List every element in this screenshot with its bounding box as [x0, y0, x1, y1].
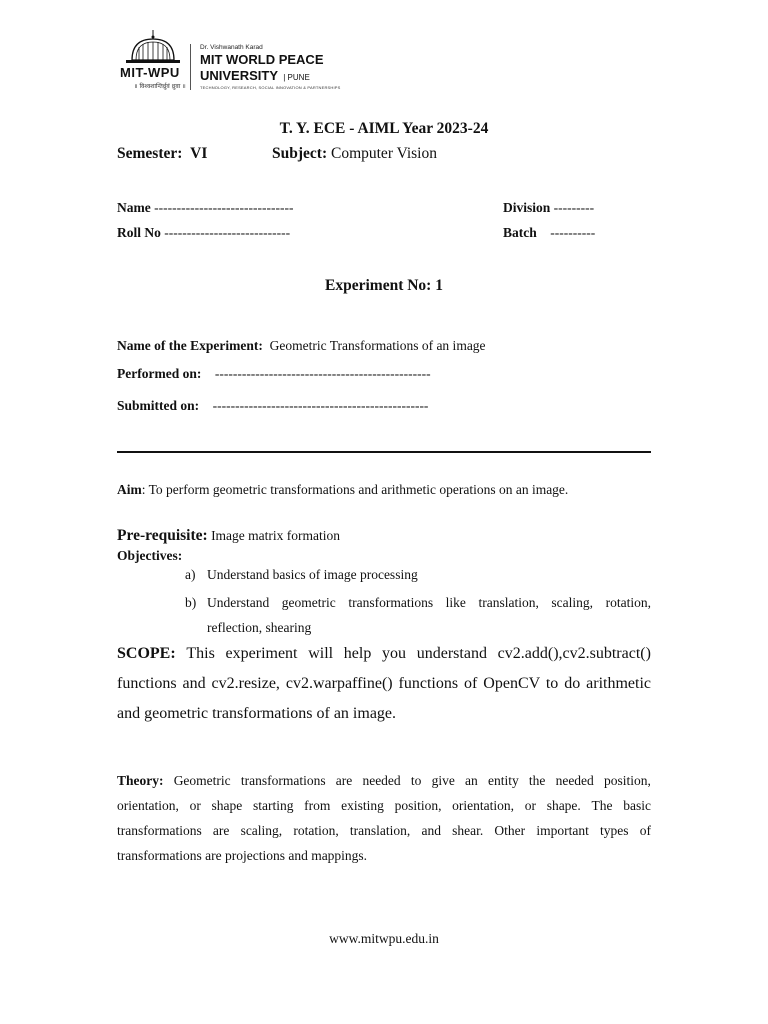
word: rotation, — [605, 595, 651, 610]
word: scaling, — [551, 595, 594, 610]
word: existing — [341, 798, 384, 813]
word: starting — [252, 798, 294, 813]
objectives-heading: Objectives: — [117, 548, 183, 563]
word: orientation, — [117, 798, 179, 813]
logo-tagline: TECHNOLOGY, RESEARCH, SOCIAL INNOVATION & PARTNERSHIPS — [200, 85, 341, 90]
word: transformations — [348, 595, 434, 610]
objective-item: a) Understand basics of image processing — [185, 567, 418, 582]
word: the — [528, 773, 546, 788]
word: shear. — [452, 823, 484, 838]
word: position, — [394, 798, 442, 813]
word: Theory: — [117, 773, 164, 788]
logo-short-name: MIT-WPU — [120, 65, 180, 80]
university-logo — [120, 30, 341, 92]
word: from — [304, 798, 331, 813]
word: understand — [416, 645, 487, 662]
word: geometric — [281, 595, 336, 610]
footer-website: www.mitwpu.edu.in — [329, 931, 439, 946]
word: translation, — [478, 595, 539, 610]
word: are — [212, 823, 230, 838]
word: give — [431, 773, 455, 788]
logo-hindi-tagline: ॥ विश्वशान्तिर्ध्रुवं ध्रुवा ॥ — [134, 83, 186, 90]
word: needed — [555, 773, 594, 788]
word: Understand — [207, 595, 270, 610]
horizontal-rule — [117, 451, 651, 453]
word: scaling, — [240, 823, 283, 838]
objective-item: b) Understand geometric transformations like translation, scaling, rotation, reflection, shearing — [185, 590, 651, 640]
logo-divider — [190, 44, 191, 90]
semester-line: Semester: VI — [117, 145, 208, 162]
rollno-field: Roll No ---------------------------- — [117, 225, 291, 240]
word: rotation, — [293, 823, 339, 838]
word: The — [591, 798, 613, 813]
course-title: T. Y. ECE - AIML Year 2023-24 — [279, 120, 489, 137]
word: help — [343, 645, 372, 662]
word: an — [465, 773, 478, 788]
objective-b-line2: reflection, shearing — [207, 620, 312, 635]
experiment-name: Name of the Experiment: Geometric Transformations of an image — [117, 338, 486, 353]
scope-paragraph — [117, 639, 651, 729]
experiment-number: Experiment No: 1 — [325, 277, 443, 294]
word: shape. — [546, 798, 581, 813]
word: translation, — [349, 823, 411, 838]
word: experiment — [225, 645, 298, 662]
theory-line1 — [117, 768, 651, 793]
word: orientation, — [452, 798, 515, 813]
division-field: Division --------- — [503, 200, 595, 215]
prerequisite-line: Pre-requisite: Image matrix formation — [117, 527, 341, 544]
theory-paragraph — [117, 768, 651, 868]
subject-line: Subject: Computer Vision — [272, 145, 437, 162]
word: and — [421, 823, 441, 838]
batch-field: Batch ---------- — [503, 225, 596, 240]
word: SCOPE: — [117, 645, 176, 662]
word: entity — [487, 773, 519, 788]
dome-icon — [122, 30, 184, 66]
performed-on-field: Performed on: ------------------------------------------------ — [117, 366, 431, 381]
scope-line1 — [117, 639, 651, 669]
word: transformations — [240, 773, 326, 788]
word: This — [186, 645, 215, 662]
scope-line2: functions and cv2.resize, cv2.warpaffine() functions of OpenCV to do arithmetic — [117, 675, 651, 692]
word: basic — [623, 798, 651, 813]
logo-founder: Dr. Vishwanath Karad — [200, 44, 263, 51]
word: shape — [211, 798, 243, 813]
word: of — [639, 823, 651, 838]
scope-line3: and geometric transformations of an image. — [117, 705, 397, 722]
objective-b-line1 — [207, 590, 651, 615]
word: cv2.add(),cv2.subtract() — [497, 645, 651, 662]
word: Other — [494, 823, 526, 838]
word: are — [335, 773, 353, 788]
word: to — [410, 773, 422, 788]
word: position, — [604, 773, 651, 788]
logo-university-line1: MIT WORLD PEACE — [200, 52, 324, 67]
theory-line2 — [117, 793, 651, 818]
name-field: Name ------------------------------- — [117, 200, 294, 215]
logo-university-line2: UNIVERSITY | PUNE — [200, 68, 310, 83]
word: or — [524, 798, 536, 813]
word: important — [536, 823, 589, 838]
word: Geometric — [173, 773, 231, 788]
word: or — [189, 798, 201, 813]
submitted-on-field: Submitted on: ------------------------------------------------ — [117, 398, 429, 413]
word: needed — [362, 773, 401, 788]
theory-line3 — [117, 818, 651, 843]
word: transformations — [117, 823, 202, 838]
aim-line: Aim: To perform geometric transformations and arithmetic operations on an image. — [117, 482, 569, 497]
word: will — [308, 645, 334, 662]
word: like — [445, 595, 466, 610]
word: types — [600, 823, 629, 838]
theory-line4: transformations are projections and mappings. — [117, 848, 368, 863]
word: you — [382, 645, 407, 662]
